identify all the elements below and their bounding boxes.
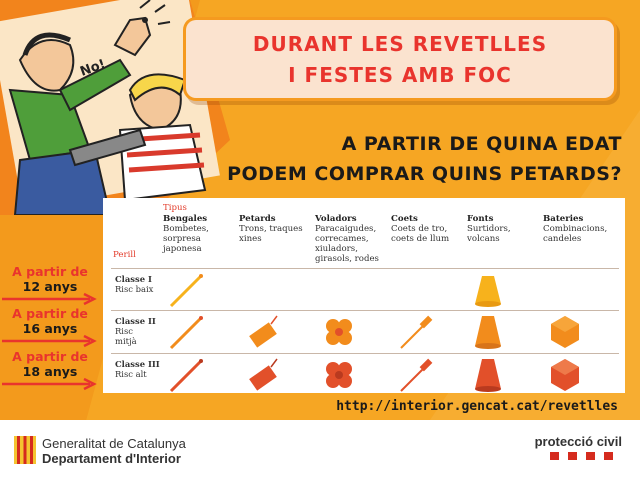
age-value: 16 anys [22,321,78,336]
age-prefix: A partir de [12,349,88,364]
perill-label: Perill [113,250,136,260]
question-line-1: A PARTIR DE QUINA EDAT [341,133,622,155]
firecracker-icon [245,357,281,393]
column-name: Bateries [543,214,584,224]
fireworks-table [103,198,625,393]
column-name: Coets [391,214,418,224]
class-risk: Risc [115,326,133,336]
org-name: Generalitat de Catalunya [42,436,186,451]
rocket-icon [397,357,437,393]
battery-icon [549,314,581,350]
age-prefix: A partir de [12,306,88,321]
spinner-icon [321,314,357,350]
column-desc: Surtidors, [467,224,511,234]
row-label-class1 [115,274,153,294]
question-line-2: PODEM COMPRAR QUINS PETARDS? [227,163,622,185]
battery-icon [549,357,581,393]
class-name: Classe I [115,274,152,284]
sparkler-icon [167,272,207,308]
age-value: 18 anys [22,364,78,379]
sparkler-icon [167,357,207,393]
row-divider [111,353,619,354]
age-label-16 [0,306,100,336]
fountain-icon [473,272,503,308]
arrow-right-icon [0,377,100,391]
civil-protection-label: protecció civil [534,434,622,449]
fountain-icon [473,355,503,393]
column-desc: Bombetes, [163,224,209,234]
column-desc: coets de llum [391,234,450,244]
class-risk: Risc baix [115,284,154,294]
title-box [186,20,614,98]
column-name: Fonts [467,214,494,224]
tipus-label: Tipus [163,203,187,213]
column-header-voladors [315,214,379,264]
column-desc: girasols, rodes [315,254,379,264]
age-label-18 [0,349,100,379]
title-line-2: I FESTES AMB FOC [288,63,512,87]
speech-text: No! [78,56,108,80]
column-desc: Trons, traques [239,224,303,234]
column-header-petards [239,214,303,244]
column-name: Voladors [315,214,357,224]
column-name: Bengales [163,214,208,224]
class-name: Classe III [115,359,160,369]
column-desc: Combinacions, [543,224,608,234]
department-name: Departament d'Interior [42,451,181,466]
row-divider [111,268,619,269]
title-line-1: DURANT LES REVETLLES [252,32,548,56]
column-header-coets [391,214,449,244]
class-name: Classe II [115,316,156,326]
rocket-icon [397,314,437,350]
column-desc: volcans [467,234,500,244]
column-desc: xiuladors, [315,244,358,254]
fountain-icon [473,312,503,350]
column-desc: candeles [543,234,582,244]
generalitat-logo-icon [14,436,36,464]
spinner-icon [321,357,357,393]
column-name: Petards [239,214,276,224]
arrow-right-icon [0,292,100,306]
column-desc: Paracaigudes, [315,224,377,234]
civil-protection-logo-icon [546,452,622,460]
column-header-bengales [163,214,209,254]
column-desc: xines [239,234,262,244]
column-desc: japonesa [163,244,202,254]
age-label-12 [0,264,100,294]
website-link[interactable]: http://interior.gencat.cat/revetlles [336,399,618,414]
column-desc: correcames, [315,234,369,244]
column-header-bateries [543,214,607,244]
firecracker-icon [245,314,281,350]
row-label-class3 [115,359,160,379]
column-desc: Coets de tro, [391,224,448,234]
column-header-fonts [467,214,511,244]
row-label-class2 [115,316,156,346]
row-divider [111,310,619,311]
age-prefix: A partir de [12,264,88,279]
age-value: 12 anys [22,279,78,294]
arrow-right-icon [0,334,100,348]
sparkler-icon [167,314,207,350]
class-risk: mitjà [115,336,137,346]
class-risk: Risc alt [115,369,147,379]
column-desc: sorpresa [163,234,201,244]
